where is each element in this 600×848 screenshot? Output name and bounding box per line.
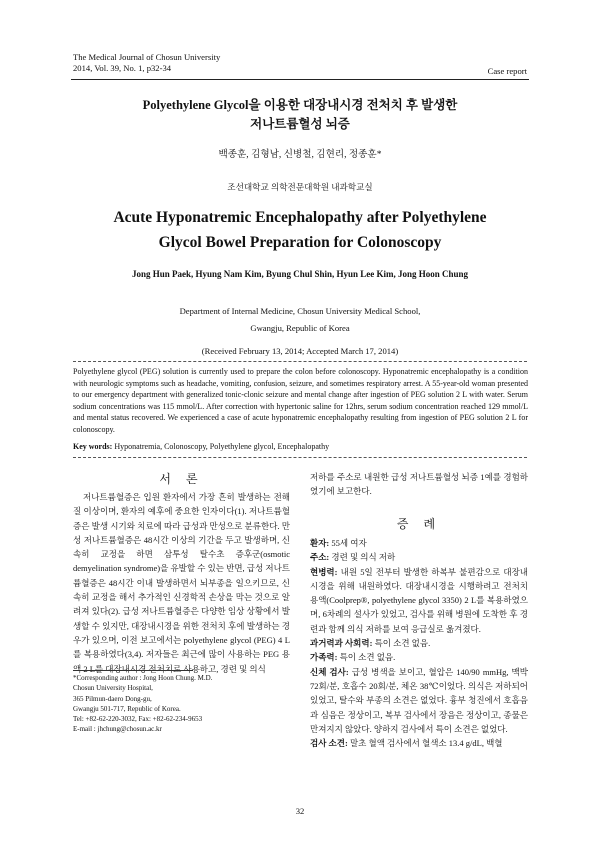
- abstract-bottom-rule: [73, 457, 527, 458]
- abstract: Polyethylene glycol (PEG) solution is currently used to prepare the colon before colonoscopy. Hyponatremic encephalopathy is a condition with neurologic symptoms such as headache, vomiting, confusion, seizure, and sometimes respiratory arrest. A 55-year-old woman presented to our emergency department with generalized tonic-clonic seizure and mental change after ingestion of PEG solution 2 L with water. Serum sodium concentrations was 115 mmol/L. After correction with hypertonic saline for 12hrs, serum sodium concentration reached 129 mmol/L and mental status recovered. We experienced a case of acute hyponatremic encephalopathy resulting from ingestion of PEG solution 2 L for colonoscopy.: [73, 367, 528, 434]
- english-title-line1: Acute Hyponatremic Encephalopathy after Polyethylene: [113, 209, 487, 226]
- footnote-line4: Gwangju 501-717, Republic of Korea.: [73, 704, 181, 713]
- english-affiliation-line2: Gwangju, Republic of Korea: [250, 323, 350, 333]
- case-body: [310, 536, 528, 750]
- intro-body: 저나트륨혈증은 입원 환자에서 가장 흔히 발생하는 전해질 이상이며, 환자의 예후에 중요한 인자이다(1). 저나트륨혈증은 발생 시기와 치료에 따라 급성과 만성으로 분류한다. 만성 저나트륨혈증은 48시간 이상의 기간을 두고 발생하며, 신속히 교정을 하면 삼투성 탈수초 증후군(osmotic demyelination syndrome)을 유발할 수 있는 반면, 급성 저나트륨혈증은 48시간 이내 발생하면서 뇌부종을 일으키므로, 신속히 교정을 해서 추가적인 신경학적 손상을 막는 것으로 알려져 있다(2). 급성 저나트륨혈증은 다양한 임상 상황에서 발생할 수 있지만, 대장내시경을 위한 전처치 후에 발생하는 경우가 있으며, 이전 보고에서는 polyethylene glycol (PEG) 4 L를 복용하였다(3,4). 저자들은 최근에 많이 사용하는 PEG 용액 2 L를 대장내시경 전처치로 사용하고, 경련 및 의식: [73, 492, 290, 674]
- journal-volume: 2014, Vol. 39, No. 1, p32-34: [73, 63, 172, 73]
- case-present-label: 현병력:: [310, 566, 338, 577]
- received-dates: (Received February 13, 2014; Accepted March 17, 2014): [201, 346, 399, 356]
- korean-title-line2: 저나트륨혈성 뇌증: [250, 117, 350, 131]
- intro-continuation: 저하를 주소로 내원한 급성 저나트륨혈성 뇌증 1예를 경험하였기에 보고한다.: [310, 472, 528, 497]
- case-chief-text: 경련 및 의식 저하: [329, 552, 396, 563]
- case-physical-exam: [310, 665, 528, 736]
- korean-title: [60, 96, 540, 134]
- case-heading: 증 례: [396, 517, 442, 531]
- journal-info: [73, 52, 220, 74]
- case-family-label: 가족력:: [310, 652, 338, 663]
- abstract-top-rule: [73, 361, 527, 362]
- case-chief-label: 주소:: [310, 552, 330, 563]
- case-family-text: 특이 소견 없음.: [337, 652, 396, 663]
- footnote-line2: Chosun University Hospital,: [73, 684, 153, 693]
- english-affiliation-line1: Department of Internal Medicine, Chosun University Medical School,: [179, 306, 421, 316]
- case-lab-findings: [310, 736, 528, 750]
- case-lab-text: 말초 혈액 검사에서 혈색소 13.4 g/dL, 백혈: [347, 738, 503, 749]
- korean-title-line1: Polyethylene Glycol을 이용한 대장내시경 전처치 후 발생한: [142, 98, 458, 112]
- footnote-line5: Tel: +82-62-220-3032, Fax: +82-62-234-9653: [73, 715, 203, 724]
- corresponding-author-footnote: [73, 673, 313, 735]
- case-lab-label: 검사 소견:: [310, 738, 348, 749]
- article-type: Case report: [487, 66, 527, 76]
- korean-affiliation: 조선대학교 의학전문대학원 내과학교실: [227, 182, 373, 192]
- keywords-label: Key words:: [73, 442, 113, 451]
- intro-heading: 서 론: [159, 472, 204, 486]
- case-patient: [310, 536, 528, 550]
- footnote-line6: E-mail : jhchung@chosun.ac.kr: [73, 725, 162, 734]
- keywords: [73, 442, 528, 451]
- english-affiliation: [60, 303, 540, 337]
- keywords-text: Hyponatremia, Colonoscopy, Polyethylene glycol, Encephalopathy: [112, 442, 330, 451]
- case-exam-text: 급성 병색을 보이고, 혈압은 140/90 mmHg, 맥박 72회/분, 호흡수 20회/분, 체온 38℃이었다. 의식은 저하되어 있었고, 탈수와 부종의 소견은 없었다. 흉부 청진에서 호흡음과 심음은 정상이고, 복부 검사에서 장음은 정상이고, 종물은 만져지지 않았다. 양하지 검사에서 특이 소견은 없었다.: [310, 666, 528, 734]
- case-present-text: 내원 5일 전부터 발생한 하복부 불편감으로 대장내시경을 위해 내원하였다. 대장내시경을 시행하려고 전처치 용액(Coolprep®, polyethylene glycol 3350) 2 L를 복용하였으며, 6차례의 설사가 있었고, 검사를 위해 병원에 도착한 후 경련과 함께 의식 저하를 보여 응급실로 옮겨졌다.: [310, 566, 528, 634]
- case-past-history: [310, 636, 528, 650]
- page-number: 32: [295, 806, 305, 816]
- journal-name: The Medical Journal of Chosun University: [73, 52, 221, 62]
- footnote-line1: *Corresponding author : Jong Hoon Chung. M.D.: [73, 674, 213, 682]
- header-rule: [71, 79, 529, 80]
- korean-authors: 백종훈, 김형남, 신병철, 김현리, 정종훈*: [218, 149, 382, 160]
- case-chief-complaint: [310, 550, 528, 564]
- case-family-history: [310, 650, 528, 664]
- case-past-label: 과거력과 사회력:: [310, 638, 373, 649]
- footnote-line3: 365 Pilmun-daero Dong-gu,: [73, 694, 152, 703]
- case-past-text: 특이 소견 없음.: [372, 638, 431, 649]
- footnote-rule: [73, 670, 193, 671]
- english-title-line2: Glycol Bowel Preparation for Colonoscopy: [158, 234, 442, 251]
- case-exam-label: 신체 검사:: [310, 666, 349, 677]
- english-title: [60, 205, 540, 255]
- case-patient-label: 환자:: [310, 538, 330, 548]
- case-present-illness: [310, 565, 528, 636]
- case-patient-text: 55세 여자: [329, 538, 367, 548]
- english-authors: Jong Hun Paek, Hyung Nam Kim, Byung Chul Shin, Hyun Lee Kim, Jong Hoon Chung: [131, 269, 469, 279]
